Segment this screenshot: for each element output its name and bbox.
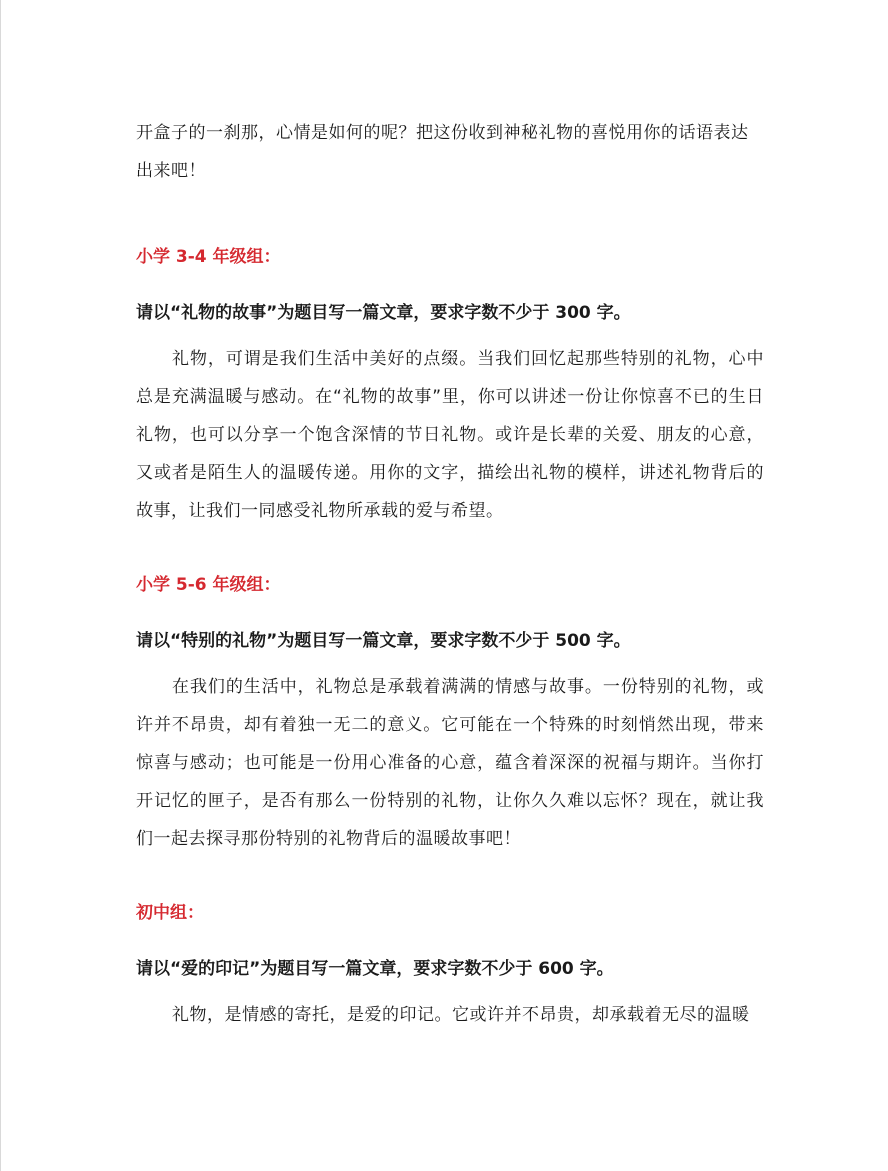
section-title: 小学 5-6 年级组： [136,575,281,595]
section-prompt: 请以“爱的印记”为题目写一篇文章，要求字数不少于 600 字。 [136,959,614,979]
section-body: 在我们的生活中，礼物总是承载着满满的情感与故事。一份特别的礼物，或许并不昂贵，却有着独一无二的意义。它可能在一个特殊的时刻悄然出现，带来惊喜与感动；也可能是一份用心准备的心意，蕴含着深深的祝福与期许。当你打开记忆的匣子，是否有那么一份特别的礼物，让你久久难以忘怀？现在，就让我们一起去探寻那份特别的礼物背后的温暖故事吧！ [136,677,764,849]
section-junior-high [136,894,764,1034]
document-content [136,114,764,1034]
page-edge-line [0,0,1,1171]
intro-line-1: 开盒子的一刹那，心情是如何的呢？把这份收到神秘礼物的喜悦用你的话语表达 [136,123,749,143]
section-prompt: 请以“礼物的故事”为题目写一篇文章，要求字数不少于 300 字。 [136,303,631,323]
section-body: 礼物，可谓是我们生活中美好的点缀。当我们回忆起那些特别的礼物，心中总是充满温暖与感动。在“礼物的故事”里，你可以讲述一份让你惊喜不已的生日礼物，也可以分享一个饱含深情的节日礼物。或许是长辈的关爱、朋友的心意，又或者是陌生人的温暖传递。用你的文字，描绘出礼物的模样，讲述礼物背后的故事，让我们一同感受礼物所承载的爱与希望。 [136,349,764,521]
section-grade-3-4 [136,238,764,530]
section-title: 小学 3-4 年级组： [136,247,281,267]
section-title: 初中组： [136,903,204,923]
section-body: 礼物，是情感的寄托，是爱的印记。它或许并不昂贵，却承载着无尽的温暖 [172,1005,750,1025]
intro-line-2: 出来吧！ [136,161,206,181]
section-grade-5-6 [136,566,764,858]
section-prompt: 请以“特别的礼物”为题目写一篇文章，要求字数不少于 500 字。 [136,631,631,651]
